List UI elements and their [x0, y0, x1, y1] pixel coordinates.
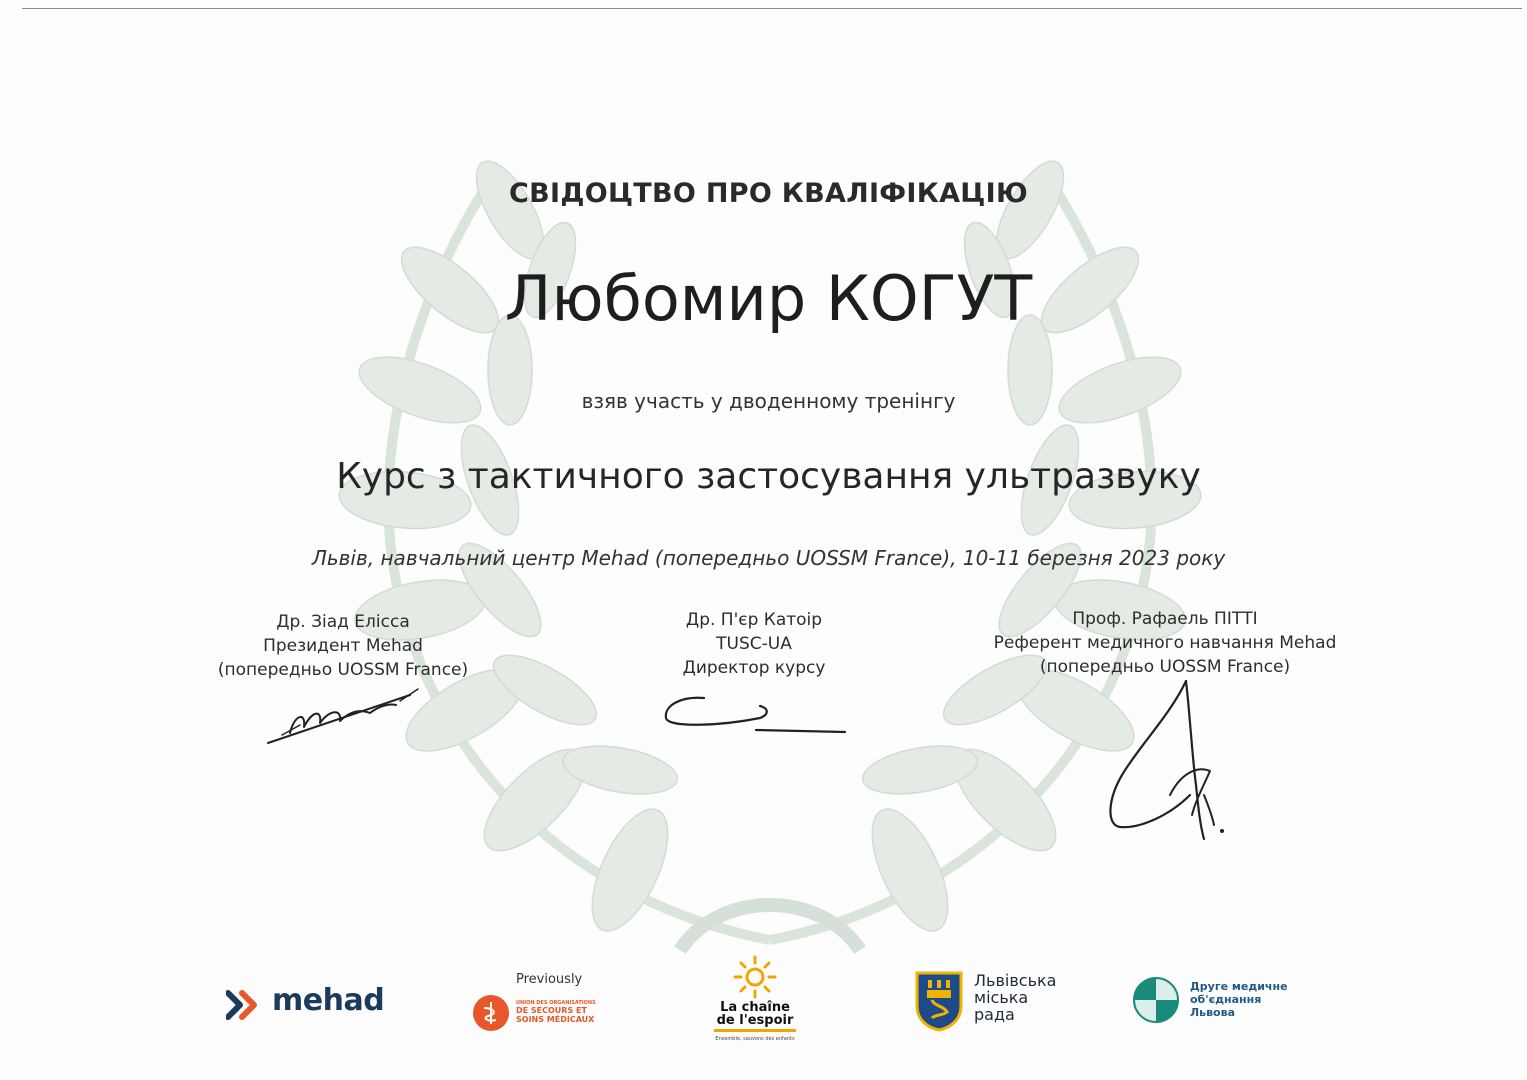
medical-cross-icon	[1132, 976, 1180, 1024]
sun-icon	[733, 955, 777, 999]
uossm-line-2: DE SECOURS ET	[516, 1006, 587, 1015]
mehad-logo-text: mehad	[272, 983, 385, 1018]
lviv-coat-of-arms-icon	[914, 970, 964, 1032]
espoir-tagline: Ensemble, sauvons des enfants	[715, 1036, 795, 1042]
signatory-role: Президент Mehad	[263, 636, 423, 656]
signature-1	[260, 675, 430, 755]
signatory-detail: (попередньо UOSSM France)	[217, 660, 469, 680]
mehad-chevron-icon	[226, 987, 266, 1023]
uossm-line-3: SOINS MÉDICAUX	[516, 1015, 595, 1024]
signatory-2	[624, 608, 884, 680]
espoir-underline	[714, 1029, 796, 1032]
lviv-line-3: рада	[974, 1005, 1015, 1024]
participation-text: взяв участь у дводенному тренінгу	[581, 389, 956, 413]
course-name: Курс з тактичного застосування ультразвуку	[336, 456, 1201, 497]
signatory-detail: Директор курсу	[682, 658, 826, 678]
dmo-line-2: об'єднання	[1190, 993, 1262, 1006]
recipient-name: Любомир КОГУТ	[504, 262, 1033, 335]
location-date: Львів, навчальний центр Mehad (попередньо UOSSM France), 10-11 березня 2023 року	[311, 546, 1226, 570]
uossm-line-1: UNION DES ORGANISATIONS	[516, 1000, 596, 1006]
espoir-logo	[705, 955, 815, 1050]
mehad-logo	[226, 985, 386, 1025]
espoir-line-1: La chaîne	[720, 1000, 790, 1015]
scan-edge-line	[22, 8, 1522, 9]
signatory-role: Референт медичного навчання Mehad	[993, 633, 1337, 653]
signatory-name: Др. Зіад Елісса	[276, 612, 410, 632]
uossm-caduceus-icon	[472, 994, 510, 1032]
signatory-detail: (попередньо UOSSM France)	[1039, 657, 1291, 677]
certificate-title: СВІДОЦТВО ПРО КВАЛІФІКАЦІЮ	[509, 178, 1028, 209]
lviv-line-2: міська	[974, 988, 1029, 1007]
lviv-city-council-logo	[914, 970, 1064, 1034]
signatory-3	[985, 607, 1345, 679]
uossm-logo	[472, 972, 622, 1034]
previously-label: Previously	[516, 972, 583, 987]
signatory-name: Проф. Рафаель ПІТТІ	[1072, 609, 1258, 629]
dmo-line-3: Львова	[1190, 1006, 1235, 1019]
signature-2	[660, 688, 850, 738]
dmo-lviv-logo	[1132, 976, 1292, 1028]
signature-3	[1100, 675, 1230, 845]
lviv-line-1: Львівська	[974, 971, 1057, 990]
signatory-role: TUSC-UA	[716, 634, 792, 654]
dmo-line-1: Друге медичне	[1190, 980, 1288, 993]
signatory-1	[203, 610, 483, 682]
espoir-line-2: de l'espoir	[716, 1013, 794, 1028]
signatory-name: Др. П'єр Катоір	[685, 610, 823, 630]
